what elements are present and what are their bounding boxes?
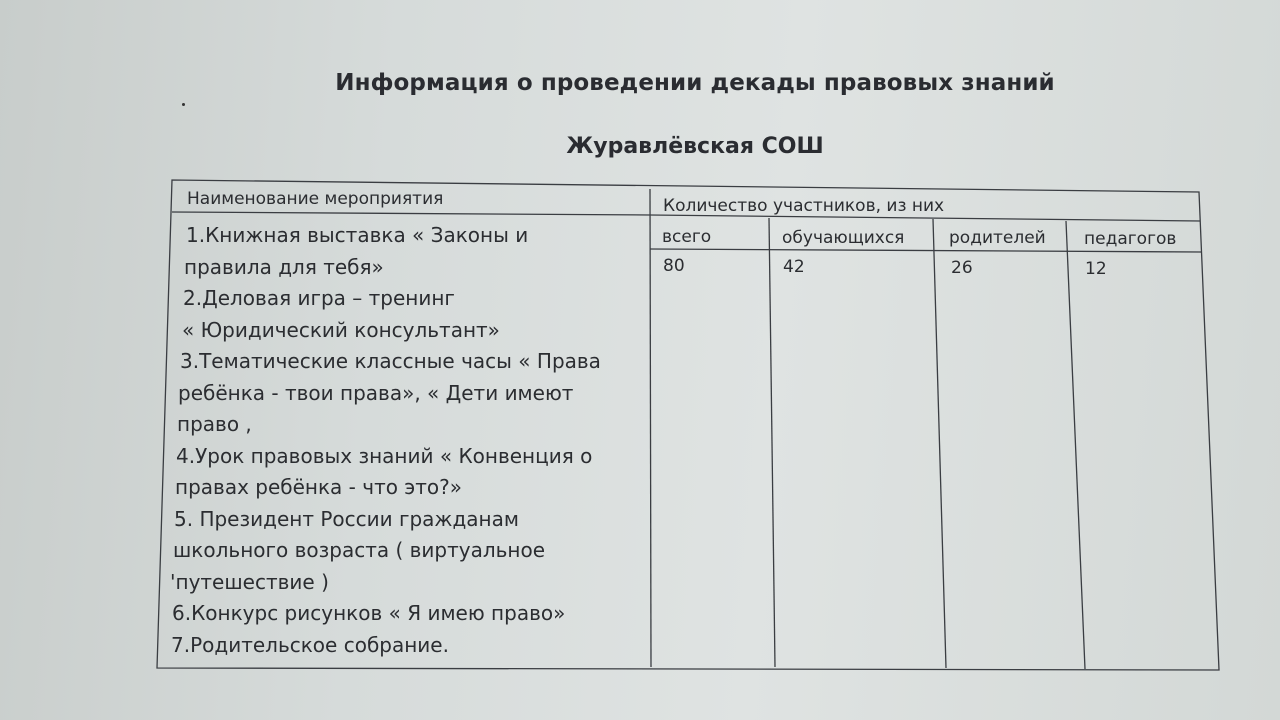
event-line: 2.Деловая игра – тренинг: [183, 286, 455, 310]
document-title: Информация о проведении декады правовых знаний: [335, 70, 1055, 96]
subheader-total: всего: [662, 227, 712, 247]
event-line: школьного возраста ( виртуальное: [173, 538, 546, 562]
value-students: 42: [783, 257, 805, 277]
event-line: правила для тебя»: [184, 254, 384, 279]
value-parents: 26: [951, 258, 973, 278]
event-line: 5. Президент России гражданам: [174, 506, 519, 531]
column-header-count: Количество участников, из них: [663, 196, 945, 216]
events-list: [166, 220, 646, 661]
event-line: 6.Конкурс рисунков « Я имею право»: [172, 601, 566, 625]
value-total: 80: [663, 256, 685, 276]
event-line: « Юридический консультант»: [182, 317, 500, 342]
subheader-parents: родителей: [949, 228, 1046, 248]
value-teachers: 12: [1085, 259, 1107, 279]
event-line: 1.Книжная выставка « Законы и: [186, 223, 529, 247]
event-line: правах ребёнка - что это?»: [175, 475, 463, 499]
event-line: 3.Тематические классные часы « Права: [180, 349, 601, 373]
subheader-teachers: педагогов: [1084, 229, 1177, 249]
event-line: ребёнка - твои права», « Дети имеют: [178, 380, 574, 405]
event-line: 7.Родительское собрание.: [171, 632, 449, 657]
subheader-students: обучающихся: [782, 228, 905, 248]
school-name: Журавлёвская СОШ: [566, 134, 824, 159]
event-line: 'путешествие ): [170, 569, 329, 594]
event-line: 4.Урок правовых знаний « Конвенция о: [176, 443, 593, 468]
column-header-event: Наименование мероприятия: [187, 189, 444, 209]
event-line: право ,: [177, 412, 252, 436]
